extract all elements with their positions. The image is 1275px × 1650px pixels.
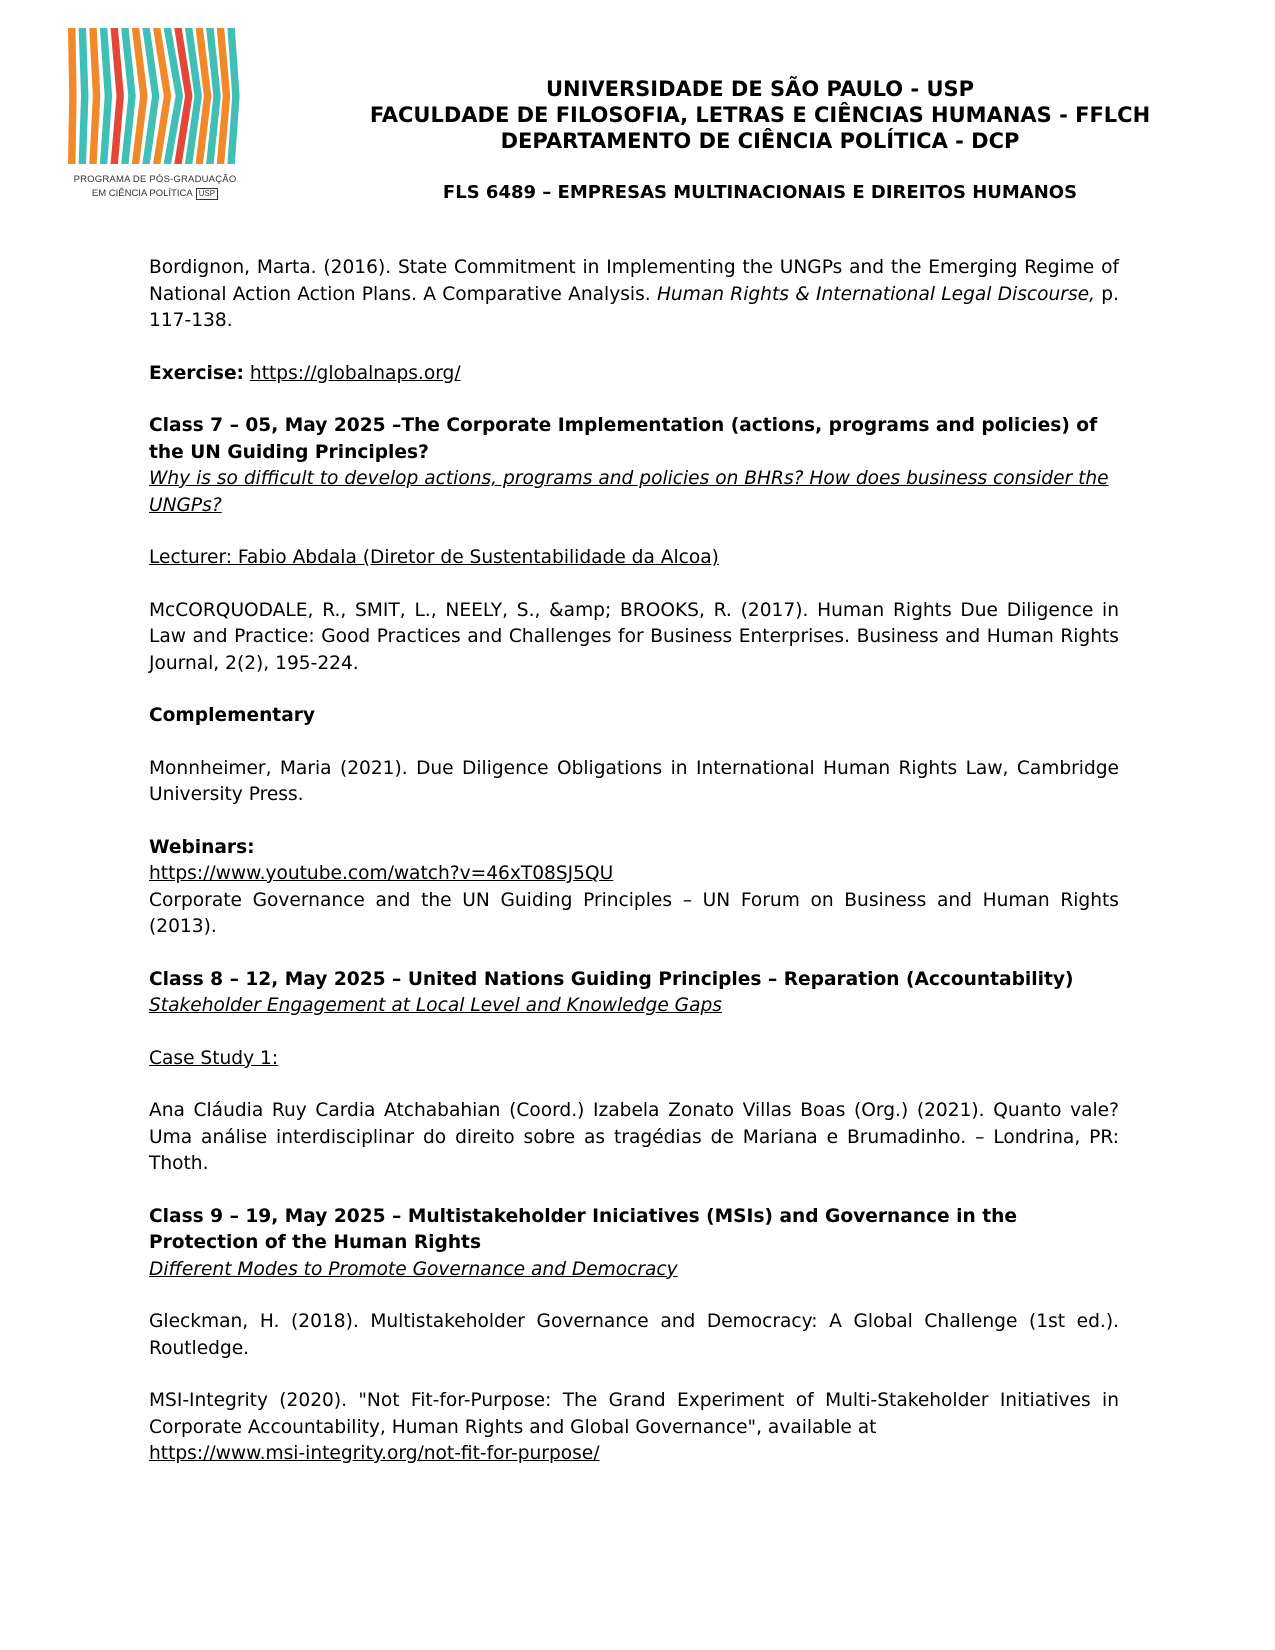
- journal-name: Human Rights & International Legal Discourse,: [656, 283, 1095, 305]
- faculty-name: FACULDADE DE FILOSOFIA, LETRAS E CIÊNCIAS HUMANAS - FFLCH: [369, 103, 1151, 127]
- logo-stripe: [111, 28, 124, 164]
- institution-header: [260, 76, 1260, 154]
- reading-bordignon: [149, 255, 1119, 335]
- exercise-line: [149, 361, 1119, 388]
- case-study-label: Case Study 1:: [149, 1047, 279, 1069]
- webinars-heading: Webinars:: [149, 836, 255, 858]
- webinar-link[interactable]: https://www.youtube.com/watch?v=46xT08SJ5QU: [149, 863, 614, 884]
- class9-reading2: MSI-Integrity (2020). "Not Fit-for-Purpose: The Grand Experiment of Multi-Stakeholder Initiatives in Corporate Accountability, Human Rights and Global Governance", available at: [149, 1390, 1119, 1438]
- university-name: UNIVERSIDADE DE SÃO PAULO - USP: [545, 77, 975, 101]
- program-logo: [60, 24, 250, 206]
- class9-title: Class 9 – 19, May 2025 – Multistakeholder Iniciatives (MSIs) and Governance in the Protection of the Human Rights: [149, 1205, 1017, 1253]
- logo-graphic: [60, 24, 250, 174]
- reading-text: Bordignon, Marta. (2016). State Commitment in Implementing the UNGPs and the Emerging Regime of National Action Action Plans. A Comparative Analysis.: [149, 257, 1119, 305]
- logo-stripe: [79, 28, 89, 164]
- logo-caption-line1: PROGRAMA DE PÓS-GRADUAÇÃO: [73, 174, 237, 185]
- exercise-label: Exercise:: [149, 362, 244, 384]
- exercise-link[interactable]: https://globalnaps.org/: [249, 362, 461, 384]
- class9-reading1: Gleckman, H. (2018). Multistakeholder Governance and Democracy: A Global Challenge (1st ed.). Routledge.: [149, 1311, 1119, 1359]
- class7-subtitle: Why is so difficult to develop actions, programs and policies on BHRs? How does business consider the UNGPs?: [149, 468, 1109, 516]
- class8-title: Class 8 – 12, May 2025 – United Nations Guiding Principles – Reparation (Accountability): [149, 968, 1074, 990]
- class9-subtitle: Different Modes to Promote Governance and Democracy: [149, 1258, 678, 1280]
- webinar-description: Corporate Governance and the UN Guiding Principles – UN Forum on Business and Human Rights (2013).: [149, 889, 1119, 937]
- class8-reading: Ana Cláudia Ruy Cardia Atchabahian (Coord.) Izabela Zonato Villas Boas (Org.) (2021). Quanto vale? Uma análise interdisciplinar do direito sobre as tragédias de Mariana e Brumadinho. – Londrina, PR: Thoth.: [149, 1100, 1119, 1174]
- complementary-reading: Monnheimer, Maria (2021). Due Diligence Obligations in International Human Rights Law, Cambridge University Press.: [149, 757, 1119, 805]
- class7-reading: McCORQUODALE, R., SMIT, L., NEELY, S., &amp; BROOKS, R. (2017). Human Rights Due Diligence in Law and Practice: Good Practices and Challenges for Business Enterprises. Business and Human Rights Journal, 2(2), 195-224.: [149, 599, 1119, 674]
- complementary-heading: Complementary: [149, 705, 316, 726]
- logo-stripe: [100, 28, 112, 164]
- logo-caption-line2: [60, 188, 250, 200]
- logo-stripe: [89, 28, 100, 164]
- department-name: DEPARTAMENTO DE CIÊNCIA POLÍTICA - DCP: [500, 129, 1020, 153]
- class7-title: Class 7 – 05, May 2025 –The Corporate Implementation (actions, programs and policies) of the UN Guiding Principles?: [149, 415, 1098, 463]
- class8-subtitle: Stakeholder Engagement at Local Level and Knowledge Gaps: [149, 995, 722, 1016]
- class7-lecturer: Lecturer: Fabio Abdala (Diretor de Sustentabilidade da Alcoa): [149, 547, 719, 568]
- logo-stripe: [68, 28, 77, 164]
- logo-caption-text: EM CIÊNCIA POLÍTICA: [91, 188, 193, 199]
- syllabus-content: [149, 255, 1119, 1468]
- course-title: FLS 6489 – EMPRESAS MULTINACIONAIS E DIREITOS HUMANOS: [442, 182, 1078, 203]
- usp-badge: USP: [196, 188, 218, 200]
- reading-pages: p. 117-138.: [149, 283, 1119, 331]
- msi-integrity-link[interactable]: https://www.msi-integrity.org/not-fit-for-purpose/: [149, 1443, 600, 1464]
